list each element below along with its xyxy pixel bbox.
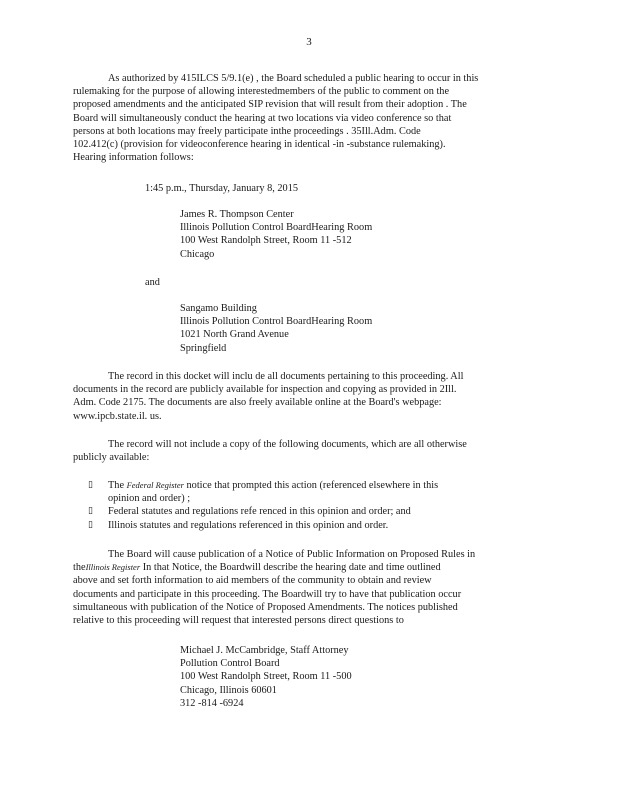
address-line: 1021 North Grand Avenue (180, 329, 289, 341)
italic-title: Illinois Register (85, 562, 141, 573)
hearing-location-chicago (180, 208, 372, 261)
contact-block (180, 644, 352, 710)
address-line: Springfield (180, 342, 227, 354)
text-fragment: The (108, 480, 127, 491)
address-line: Illinois Pollution Control BoardHearing Room (180, 316, 373, 328)
text-line: Adm. Code 2175. The documents are also freely available online at the Board's webpage: (73, 397, 442, 409)
hearing-location-springfield (180, 302, 372, 355)
list-item (84, 479, 524, 505)
address-line: 100 West Randolph Street, Room 11 -512 (180, 235, 352, 247)
paragraph-notice-publication (73, 548, 543, 627)
bullet-icon: ▯ (88, 506, 93, 517)
contact-organization: Pollution Control Board (180, 658, 280, 670)
text-line: The record will not include a copy of the following documents, which are all otherwise (108, 439, 467, 450)
text-line: documents in the record are publicly available for inspection and copying as provided in 2Ill. (73, 384, 457, 396)
text-line: Board will simultaneously conduct the hearing at two locations via video conference so that (73, 112, 452, 124)
text-line: opinion and order) ; (108, 493, 191, 505)
contact-name: Michael J. McCambridge, Staff Attorney (180, 645, 349, 656)
address-line: James R. Thompson Center (180, 209, 294, 220)
page-number: 3 (306, 36, 312, 48)
text-line: persons at both locations may freely participate inthe proceedings . 35Ill.Adm. Code (73, 125, 421, 137)
text-line: above and set forth information to aid members of the community to obtain and review (73, 575, 432, 587)
text-fragment: notice that prompted this action (referenced elsewhere in this (183, 480, 439, 491)
and-connector: and (145, 277, 160, 288)
contact-city: Chicago, Illinois 60601 (180, 684, 277, 696)
address-line: Chicago (180, 248, 215, 260)
text-line: The Board will cause publication of a Notice of Public Information on Proposed Rules in (108, 549, 476, 560)
text-line: simultaneous with publication of the Notice of Proposed Amendments. The notices published (73, 601, 458, 613)
text-line: publicly available: (73, 452, 150, 464)
address-line: Illinois Pollution Control BoardHearing Room (180, 222, 373, 234)
text-line: As authorized by 415ILCS 5/9.1(e) , the Board scheduled a public hearing to occur in this (108, 73, 479, 84)
text-line: Illinois statutes and regulations referenced in this opinion and order. (108, 519, 389, 531)
bullet-icon: ▯ (88, 480, 93, 490)
text-line: relative to this proceeding will request that interested persons direct questions to (73, 615, 404, 627)
excluded-documents-list (84, 479, 524, 532)
paragraph-record (73, 370, 543, 423)
list-item (84, 519, 524, 532)
text-fragment: In that Notice, the Boardwill describe the hearing date and time outlined (140, 562, 441, 574)
text-fragment: the (73, 562, 86, 574)
italic-title: Federal Register (126, 480, 184, 490)
bullet-icon: ▯ (88, 519, 93, 530)
text-line: The record in this docket will inclu de all documents pertaining to this proceeding. All (108, 371, 464, 382)
contact-street: 100 West Randolph Street, Room 11 -500 (180, 671, 352, 683)
hearing-datetime: 1:45 p.m., Thursday, January 8, 2015 (145, 183, 299, 194)
text-line: www.ipcb.state.il. us. (73, 410, 162, 422)
text-line: 102.412(c) (provision for videoconference hearing in identical -in -substance rulemaking). (73, 139, 446, 151)
text-line: Hearing information follows: (73, 152, 194, 164)
text-line: rulemaking for the purpose of allowing interestedmembers of the public to comment on the (73, 86, 450, 98)
text-line: proposed amendments and the anticipated SIP revision that will result from their adoption . The (73, 99, 467, 111)
address-line: Sangamo Building (180, 303, 257, 314)
contact-phone: 312 -814 -6924 (180, 697, 244, 709)
list-item (84, 505, 524, 518)
paragraph-excluded-documents (73, 438, 543, 464)
paragraph-hearing-intro (73, 72, 543, 164)
text-line: documents and participate in this proceeding. The Boardwill try to have that publication occur (73, 588, 462, 600)
text-line: Federal statutes and regulations refe renced in this opinion and order; and (108, 506, 411, 518)
